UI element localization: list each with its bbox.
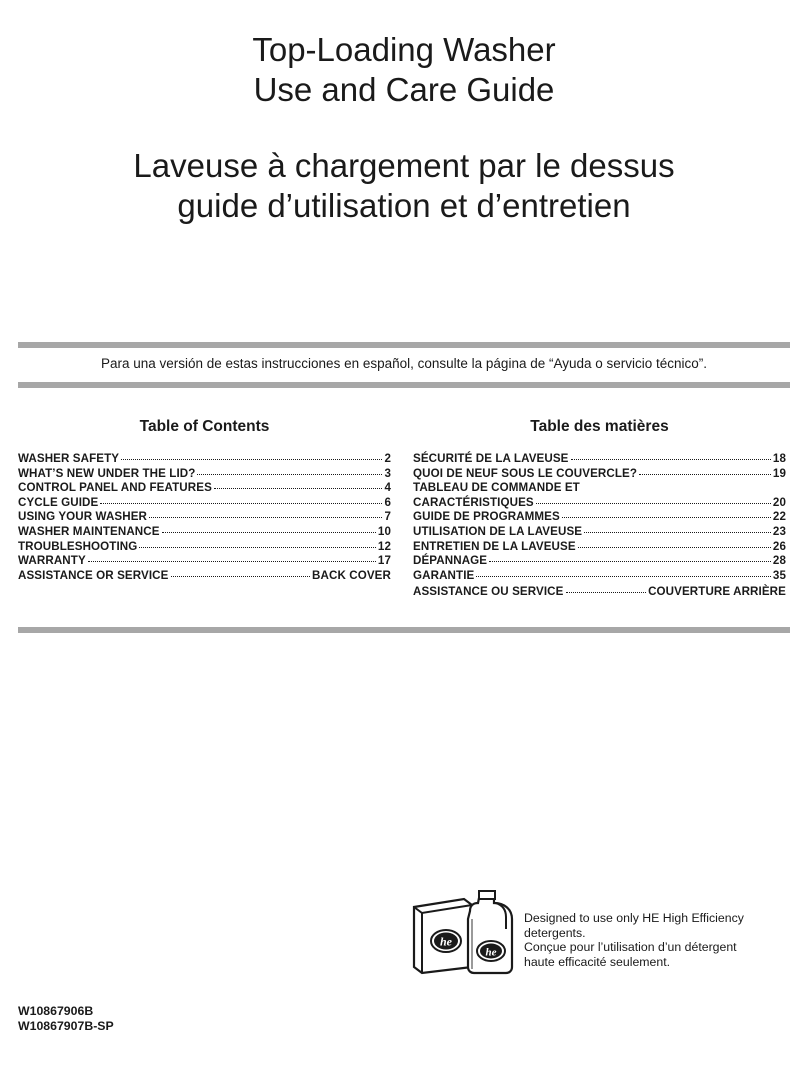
toc-leader-dots bbox=[566, 592, 647, 593]
he-detergent-note bbox=[524, 911, 794, 969]
toc-heading: Table of Contents bbox=[139, 418, 270, 435]
toc-leader-dots bbox=[214, 488, 383, 489]
toc-entry-page: 4 bbox=[384, 481, 391, 495]
toc-entry-page: 12 bbox=[377, 539, 391, 553]
toc-entry bbox=[18, 481, 391, 496]
toc-entry bbox=[18, 554, 391, 569]
toc-entry-page: 22 bbox=[772, 510, 786, 524]
toc-entry-page: 18 bbox=[772, 452, 786, 465]
toc-entry bbox=[413, 525, 786, 540]
divider-rule bbox=[18, 382, 790, 388]
toc-entry-page: 35 bbox=[772, 568, 786, 582]
toc-entry-label: QUOI DE NEUF SOUS LE COUVERCLE? bbox=[413, 466, 638, 480]
divider-rule bbox=[18, 342, 790, 348]
model-numbers bbox=[18, 1004, 114, 1033]
toc-leader-dots bbox=[197, 474, 382, 475]
toc-entry-page: 28 bbox=[772, 554, 786, 568]
toc-entry-page: 17 bbox=[377, 554, 391, 568]
toc-leader-dots bbox=[88, 561, 376, 562]
toc-entry-page: 19 bbox=[772, 466, 786, 480]
toc-list bbox=[18, 452, 391, 583]
toc-entry-label: SÉCURITÉ DE LA LAVEUSE bbox=[413, 452, 569, 465]
toc-entry bbox=[413, 585, 786, 600]
toc-entry-page: BACK COVER bbox=[312, 568, 391, 582]
toc-entry bbox=[18, 496, 391, 511]
toc-leader-dots bbox=[639, 474, 771, 475]
toc-entry-page: 10 bbox=[377, 524, 391, 538]
toc-entry-label: ENTRETIEN DE LA LAVEUSE bbox=[413, 539, 576, 553]
toc-entry-page: 7 bbox=[384, 510, 391, 524]
toc-entry-label: TROUBLESHOOTING bbox=[18, 539, 138, 553]
toc-entry bbox=[18, 525, 391, 540]
toc-entry bbox=[18, 452, 391, 467]
he-detergent-icon bbox=[412, 889, 516, 975]
toc-leader-dots bbox=[536, 503, 771, 504]
french-title-line-2: guide d’utilisation et d’entretien bbox=[177, 187, 631, 224]
french-title bbox=[0, 146, 808, 226]
spanish-instructions-note: Para una versión de estas instrucciones en español, consulte la página de “Ayuda o servicio técnico”. bbox=[100, 356, 708, 371]
he-note-line: haute efficacité seulement. bbox=[524, 954, 671, 969]
toc-entry-label: DÉPANNAGE bbox=[413, 554, 488, 568]
model-number: W10867907B-SP bbox=[18, 1018, 114, 1033]
toc-entry-label: WHAT’S NEW UNDER THE LID? bbox=[18, 466, 196, 480]
divider-rule bbox=[18, 627, 790, 633]
toc-entry bbox=[18, 569, 391, 584]
toc-leader-dots bbox=[489, 561, 771, 562]
english-title-line-1: Top-Loading Washer bbox=[252, 31, 556, 68]
toc-heading: Table des matières bbox=[530, 418, 669, 435]
toc-leader-dots bbox=[149, 517, 382, 518]
toc-leader-dots bbox=[139, 547, 376, 548]
english-title bbox=[0, 30, 808, 110]
model-number: W10867906B bbox=[18, 1004, 94, 1018]
toc-entry-label: USING YOUR WASHER bbox=[18, 510, 148, 524]
toc-entry-label: ASSISTANCE OR SERVICE bbox=[18, 568, 169, 582]
toc-entry-label: WARRANTY bbox=[18, 554, 86, 568]
toc-leader-dots bbox=[562, 517, 771, 518]
toc-entry bbox=[413, 510, 786, 525]
he-note-line: detergents. bbox=[524, 925, 586, 940]
toc-leader-dots bbox=[121, 459, 382, 460]
toc-entry-page: 6 bbox=[384, 495, 391, 509]
toc-entry bbox=[413, 540, 786, 555]
toc-leader-dots bbox=[571, 459, 771, 460]
toc-leader-dots bbox=[162, 532, 376, 533]
toc-entry-label: UTILISATION DE LA LAVEUSE bbox=[413, 524, 583, 538]
toc-leader-dots bbox=[584, 532, 771, 533]
toc-entry-label: CARACTÉRISTIQUES bbox=[413, 495, 534, 509]
toc-leader-dots bbox=[578, 547, 771, 548]
toc-entry bbox=[413, 481, 786, 496]
he-box-logo: he bbox=[440, 934, 452, 949]
toc-entry-label: TABLEAU DE COMMANDE ET bbox=[413, 481, 580, 495]
he-note-line: Conçue pour l’utilisation d’un détergent bbox=[524, 940, 737, 954]
toc-entry-label: WASHER MAINTENANCE bbox=[18, 524, 160, 538]
english-title-line-2: Use and Care Guide bbox=[253, 71, 555, 108]
toc-entry-label: GUIDE DE PROGRAMMES bbox=[413, 510, 560, 524]
toc-entry-page: 2 bbox=[384, 452, 391, 465]
toc-entry bbox=[18, 467, 391, 482]
toc-entry-page: 23 bbox=[772, 524, 786, 538]
he-bottle-logo: he bbox=[485, 946, 497, 959]
toc-entry-label: ASSISTANCE OU SERVICE bbox=[413, 585, 564, 599]
toc-entry bbox=[413, 496, 786, 511]
toc-entry-label: CONTROL PANEL AND FEATURES bbox=[18, 481, 212, 495]
toc-entry bbox=[18, 510, 391, 525]
toc-list bbox=[413, 452, 786, 600]
toc-entry bbox=[18, 540, 391, 555]
french-title-line-1: Laveuse à chargement par le dessus bbox=[133, 147, 675, 184]
toc-leader-dots bbox=[476, 576, 771, 577]
toc-entry bbox=[413, 569, 786, 584]
toc-entry-page: 20 bbox=[772, 495, 786, 509]
toc-entry-page: 26 bbox=[772, 539, 786, 553]
toc-leader-dots bbox=[100, 503, 382, 504]
toc-entry bbox=[413, 467, 786, 482]
toc-entry-page: COUVERTURE ARRIÈRE bbox=[648, 585, 786, 599]
toc-entry bbox=[413, 554, 786, 569]
toc-entry bbox=[413, 452, 786, 467]
he-note-line: Designed to use only HE High Efficiency bbox=[524, 911, 744, 925]
toc-leader-dots bbox=[171, 576, 311, 577]
toc-entry-label: WASHER SAFETY bbox=[18, 452, 120, 465]
toc-entry-label: CYCLE GUIDE bbox=[18, 495, 99, 509]
toc-entry-label: GARANTIE bbox=[413, 568, 475, 582]
toc-entry-page: 3 bbox=[384, 466, 391, 480]
